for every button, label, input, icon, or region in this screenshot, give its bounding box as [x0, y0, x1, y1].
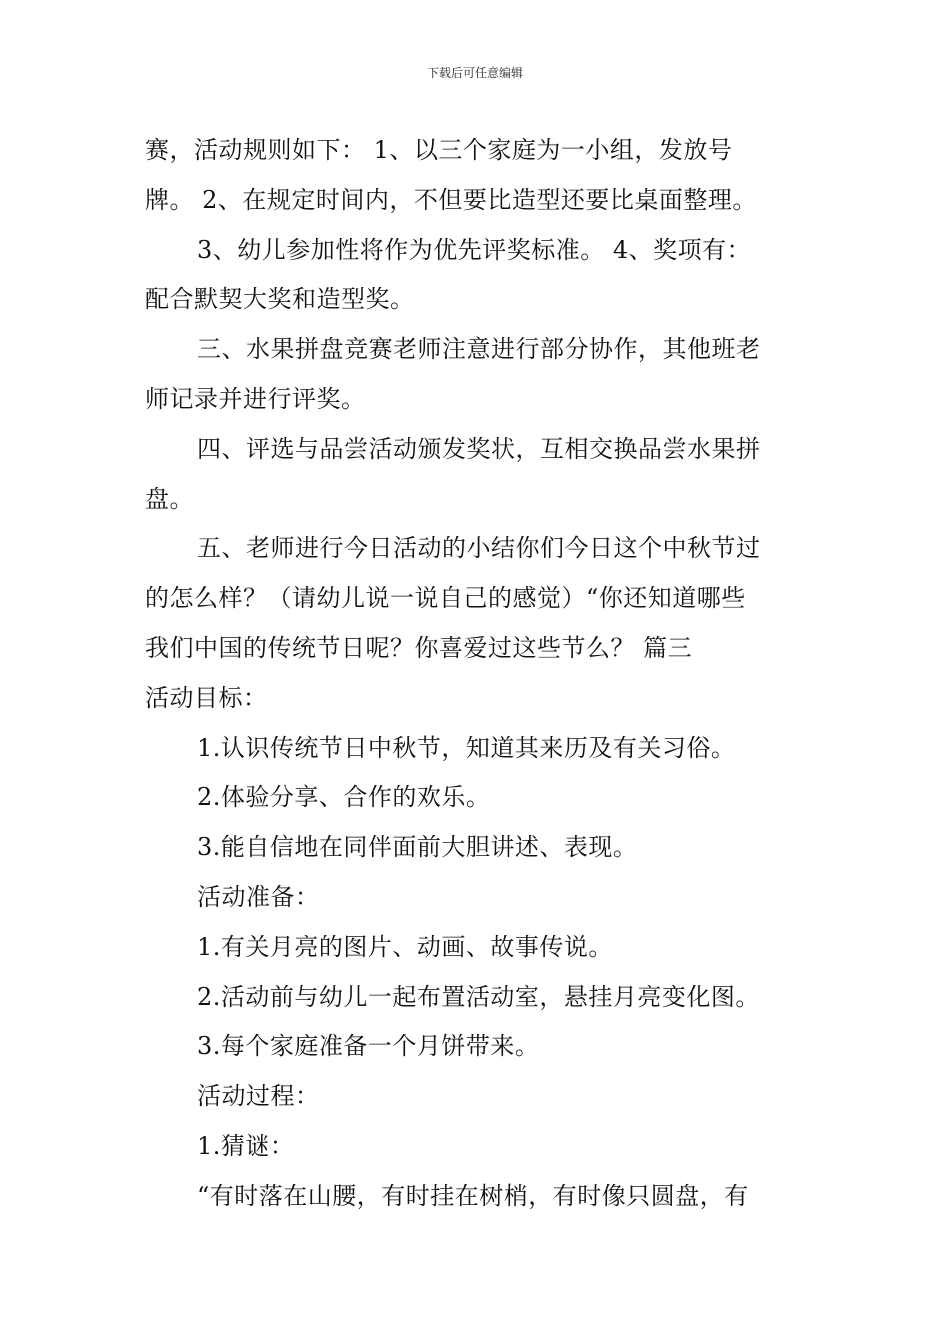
text-line: 活动目标：: [145, 683, 268, 712]
text-line: 1.有关月亮的图片、动画、故事传说。: [197, 932, 613, 961]
text-line: “有时落在山腰，有时挂在树梢，有时像只圆盘，有: [197, 1181, 749, 1210]
text-line: 2.体验分享、合作的欢乐。: [197, 783, 491, 812]
text-line: 3、幼儿参加性将作为优先评奖标准。 4、奖项有：: [197, 235, 752, 264]
text-line: 1.认识传统节日中秋节，知道其来历及有关习俗。: [197, 733, 736, 762]
text-line: 五、老师进行今日活动的小结你们今日这个中秋节过: [197, 534, 761, 563]
text-line: 师记录并进行评奖。: [145, 385, 366, 413]
text-line: 我们中国的传统节日呢？你喜爱过这些节么？ 篇三: [145, 634, 693, 662]
text-line: 三、水果拼盘竞赛老师注意进行部分协作，其他班老: [197, 335, 761, 364]
text-line: 盘。: [145, 484, 194, 513]
text-line: 配合默契大奖和造型奖。: [145, 285, 415, 314]
text-line: 1.猜谜：: [197, 1132, 295, 1160]
text-line: 3.每个家庭准备一个月饼带来。: [197, 1032, 540, 1061]
text-line: 2.活动前与幼儿一起布置活动室，悬挂月亮变化图。: [197, 982, 760, 1011]
text-line: 活动过程：: [197, 1082, 320, 1111]
text-line: 3.能自信地在同伴面前大胆讲述、表现。: [197, 833, 638, 862]
text-line: 的怎么样？（请幼儿说一说自己的感觉）“你还知道哪些: [145, 584, 746, 613]
text-line: 活动准备：: [197, 883, 320, 911]
text-line: 四、评选与品尝活动颁发奖状，互相交换品尝水果拼: [197, 434, 761, 463]
page-header: 下载后可任意编辑: [426, 66, 523, 80]
text-line: 牌。 2、在规定时间内，不但要比造型还要比桌面整理。: [145, 185, 757, 214]
text-line: 赛，活动规则如下： 1、以三个家庭为一小组，发放号: [145, 136, 733, 164]
